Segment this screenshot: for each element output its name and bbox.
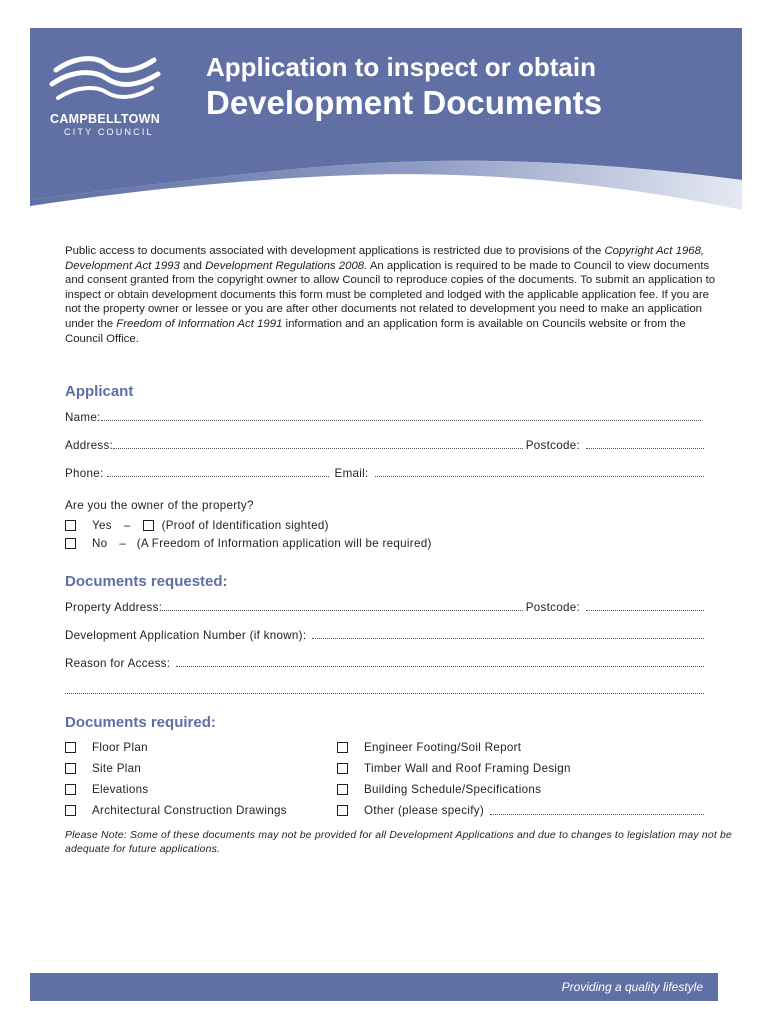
documents-requested-heading: Documents requested: [65, 573, 228, 590]
doc-framing-design[interactable]: Timber Wall and Roof Framing Design [337, 762, 571, 775]
documents-required-heading: Documents required: [65, 714, 216, 731]
logo-name: CAMPBELLTOWN [50, 112, 161, 126]
other-specify-field[interactable] [490, 806, 704, 815]
council-logo-icon [46, 48, 166, 108]
logo-subtitle: CITY COUNCIL [64, 127, 154, 137]
property-address-field[interactable] [162, 601, 522, 611]
email-field[interactable] [375, 467, 704, 477]
footer-tagline: Providing a quality lifestyle [561, 980, 703, 994]
postcode-field[interactable] [586, 439, 704, 449]
checkbox[interactable] [337, 763, 348, 774]
address-field[interactable] [113, 439, 523, 449]
checkbox[interactable] [337, 742, 348, 753]
checkbox[interactable] [65, 763, 76, 774]
footer-bar [30, 973, 718, 1001]
doc-engineer-report[interactable]: Engineer Footing/Soil Report [337, 741, 521, 754]
name-field[interactable]: Name: [65, 411, 704, 424]
reason-field-line2[interactable] [65, 684, 704, 694]
owner-no-option: No – (A Freedom of Information application will be required) [65, 537, 432, 550]
checkbox[interactable] [65, 784, 76, 795]
doc-floor-plan[interactable]: Floor Plan [65, 741, 148, 754]
intro-paragraph: Public access to documents associated with development applications is restricted due to provisions of the Copyright Act 1968, Development Act 1993 and Development Regulations 2008. An application is required to be made to Council to view documents and consent granted from the copyright owner to allow Council to reproduce copies of the documents. To submit an application to inspect or obtain development documents this form must be completed and lodged with the applicable application fee. If you are not the property owner or lessee or you are after other documents not related to development you need to make an application under the Freedom of Information Act 1991 information and an application form is available on Councils website or from the Council Office. [65, 245, 716, 345]
note-text: Please Note: Some of these documents may not be provided for all Development Applications and due to changes to legislation may not be adequate for future applications. [65, 830, 732, 855]
owner-yes-option: Yes – (Proof of Identification sighted) [65, 519, 329, 532]
checkbox[interactable] [337, 805, 348, 816]
doc-elevations[interactable]: Elevations [65, 783, 149, 796]
checkbox[interactable] [65, 742, 76, 753]
phone-field[interactable] [107, 467, 329, 477]
page-title-line1: Application to inspect or obtain [206, 52, 596, 82]
doc-architectural-drawings[interactable]: Architectural Construction Drawings [65, 804, 287, 817]
header-banner [30, 28, 742, 213]
doc-other[interactable]: Other (please specify) [337, 804, 704, 817]
property-postcode-field[interactable] [586, 601, 704, 611]
checkbox[interactable] [337, 784, 348, 795]
page-title-line2: Development Documents [206, 84, 603, 121]
owner-no-checkbox[interactable] [65, 538, 76, 549]
property-address-row: Property Address: Postcode: [65, 601, 704, 614]
contact-row: Phone: Email: [65, 467, 704, 480]
reason-field[interactable]: Reason for Access: [65, 657, 704, 670]
id-sighted-checkbox[interactable] [143, 520, 154, 531]
doc-site-plan[interactable]: Site Plan [65, 762, 141, 775]
address-row: Address: Postcode: [65, 439, 704, 452]
owner-yes-checkbox[interactable] [65, 520, 76, 531]
owner-question: Are you the owner of the property? [65, 499, 254, 512]
applicant-heading: Applicant [65, 383, 134, 400]
doc-building-schedule[interactable]: Building Schedule/Specifications [337, 783, 541, 796]
checkbox[interactable] [65, 805, 76, 816]
da-number-field[interactable]: Development Application Number (if known): [65, 629, 704, 642]
